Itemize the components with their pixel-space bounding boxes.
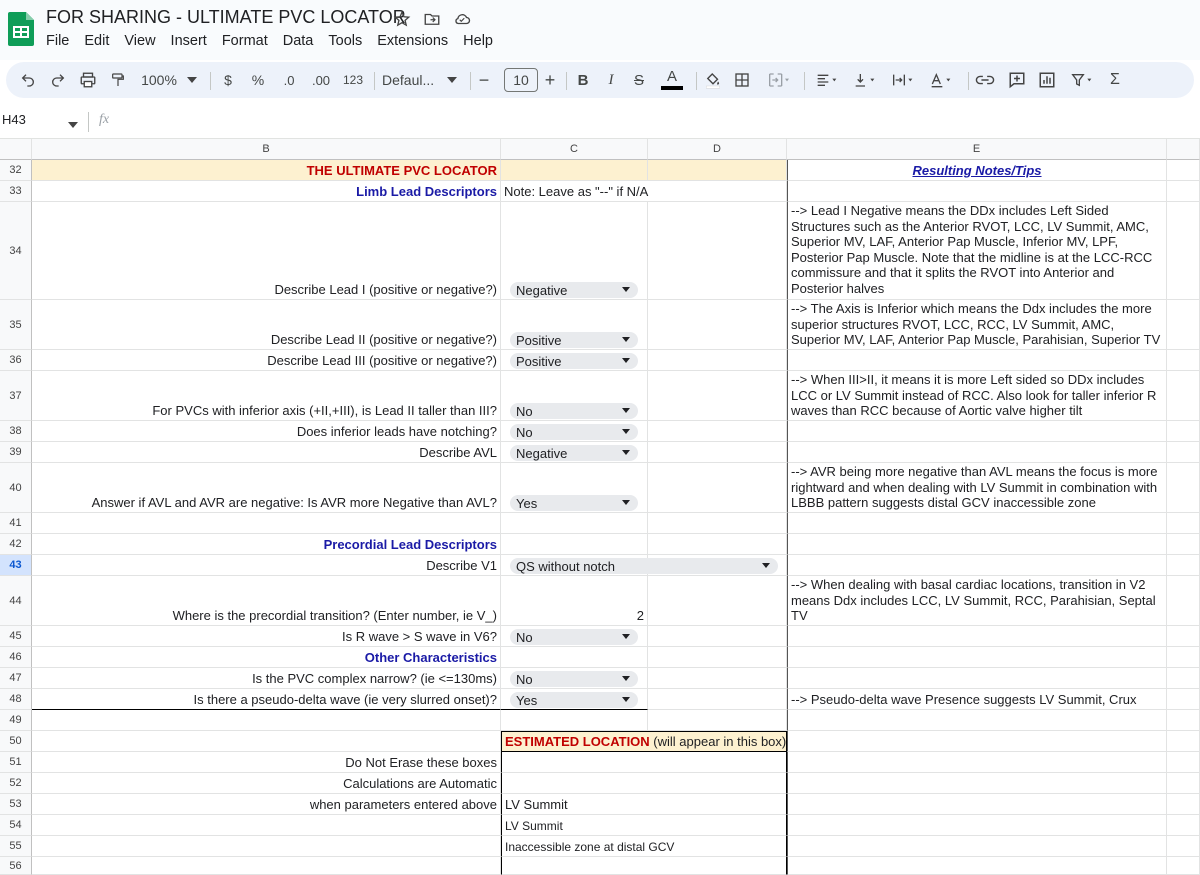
cell-c43-dropdown[interactable] (510, 558, 778, 574)
move-folder-icon[interactable] (422, 9, 442, 29)
cell-b33[interactable] (32, 181, 501, 202)
cell-b48[interactable] (32, 689, 501, 710)
cell-d32[interactable] (648, 160, 787, 181)
cell-f41[interactable] (1167, 513, 1200, 534)
toolbar-divider (566, 72, 567, 90)
cell-e46[interactable] (787, 647, 1167, 668)
row-header-33[interactable]: 33 (0, 181, 32, 202)
cell-b34[interactable] (32, 202, 501, 300)
cell-c35-dropdown[interactable] (510, 332, 638, 348)
title-bar (0, 0, 1200, 60)
cell-b42-text: Precordial Lead Descriptors (323, 537, 497, 552)
cell-b33-text: Limb Lead Descriptors (356, 184, 497, 199)
cell-b45-text: Is R wave > S wave in V6? (342, 629, 497, 644)
row-header-39[interactable]: 39 (0, 442, 32, 463)
dropdown-chevron-down-icon (622, 408, 630, 413)
text-color-label: A (666, 68, 677, 85)
cell-c39-dropdown[interactable] (510, 445, 638, 461)
cell-e50[interactable] (787, 731, 1167, 752)
menu-data[interactable]: Data (282, 33, 314, 49)
cell-f49[interactable] (1167, 710, 1200, 731)
cell-b39-text: Describe AVL (419, 445, 497, 460)
estimated-location-suffix: (will appear in this box) (649, 734, 787, 749)
row-header-51[interactable]: 51 (0, 752, 32, 773)
cell-c39-dropdown-value: Negative (516, 445, 568, 461)
text-color-button[interactable] (660, 68, 684, 92)
dropdown-chevron-down-icon (762, 563, 770, 568)
text-rotation-icon[interactable] (924, 68, 958, 92)
cell-b48-text: Is there a pseudo-delta wave (ie very slurred onset)? (193, 692, 497, 707)
cell-f42[interactable] (1167, 534, 1200, 555)
row-header-48[interactable]: 48 (0, 689, 32, 710)
increase-decimal-button[interactable]: .00 (311, 72, 331, 88)
row-header-32[interactable]: 32 (0, 160, 32, 181)
cell-c34-dropdown[interactable] (510, 282, 638, 298)
menu-edit[interactable]: Edit (84, 33, 110, 49)
column-header-b[interactable]: B (32, 139, 501, 160)
cell-d42[interactable] (648, 534, 787, 555)
cell-c41[interactable] (501, 513, 648, 534)
cell-c55-text: Inaccessible zone at distal GCV (505, 840, 675, 854)
cell-f55[interactable] (1167, 836, 1200, 857)
cell-e45[interactable] (787, 626, 1167, 647)
cell-f48[interactable] (1167, 689, 1200, 710)
select-all-corner[interactable] (0, 139, 32, 160)
row-header-40[interactable]: 40 (0, 463, 32, 513)
font-chevron-down-icon[interactable] (446, 68, 458, 92)
strikethrough-button[interactable]: S (633, 71, 644, 89)
italic-button[interactable]: I (608, 71, 614, 88)
formula-bar (0, 106, 1200, 139)
cell-b47-text: Is the PVC complex narrow? (ie <=130ms) (252, 671, 497, 686)
cell-b45[interactable] (32, 626, 501, 647)
cell-c45-dropdown-value: No (516, 629, 533, 645)
toolbar-divider (696, 72, 697, 90)
cell-e44[interactable] (787, 576, 1167, 626)
cell-b47[interactable] (32, 668, 501, 689)
redo-icon[interactable] (48, 68, 68, 92)
cell-e40[interactable] (787, 463, 1167, 513)
cell-c50[interactable] (501, 731, 787, 752)
cell-c54[interactable] (501, 815, 787, 836)
decrease-decimal-button[interactable]: .0 (283, 72, 295, 88)
cell-b55[interactable] (32, 836, 501, 857)
cell-e37[interactable] (787, 371, 1167, 421)
row-header-41[interactable]: 41 (0, 513, 32, 534)
cell-d47[interactable] (648, 668, 787, 689)
cell-e48-text: --> Pseudo-delta wave Presence suggests LV Summit, Crux (791, 691, 1137, 707)
row-header-55[interactable]: 55 (0, 836, 32, 857)
cell-e33[interactable] (787, 181, 1167, 202)
functions-button[interactable]: Σ (1110, 71, 1120, 88)
cell-d41[interactable] (648, 513, 787, 534)
cell-b35-text: Describe Lead II (positive or negative?) (270, 332, 497, 347)
cell-e35-text: --> The Axis is Inferior which means the Ddx includes the more superior structures RVOT, LCC, RCC, LV Summit, AMC, Superior MV, LAF, Anterior Pap Muscle, Parahisian, Superior TV (791, 301, 1161, 347)
cell-e43[interactable] (787, 555, 1167, 576)
cell-c48-dropdown-value: Yes (516, 692, 538, 708)
row-header-47[interactable]: 47 (0, 668, 32, 689)
cell-c45-dropdown[interactable] (510, 629, 638, 645)
formula-input[interactable] (124, 110, 1194, 134)
name-box[interactable]: H43 (2, 112, 26, 127)
cell-c42[interactable] (501, 534, 648, 555)
insert-comment-icon[interactable] (1006, 68, 1028, 92)
cloud-status-icon[interactable] (452, 9, 472, 29)
font-size-increase-button[interactable]: + (544, 69, 556, 90)
vertical-align-icon[interactable] (848, 68, 882, 92)
cell-f35[interactable] (1167, 300, 1200, 350)
paint-format-icon[interactable] (108, 68, 128, 92)
cell-b46[interactable] (32, 647, 501, 668)
font-size-input[interactable]: 10 (504, 68, 538, 92)
cell-e34[interactable] (787, 202, 1167, 300)
cell-e36[interactable] (787, 350, 1167, 371)
font-select[interactable]: Defaul... (382, 72, 435, 88)
cell-e32-text[interactable]: Resulting Notes/Tips (912, 163, 1042, 178)
cell-e47[interactable] (787, 668, 1167, 689)
cell-c38-dropdown[interactable] (510, 424, 638, 440)
row-header-43[interactable]: 43 (0, 555, 32, 576)
cell-c51[interactable] (501, 752, 787, 773)
row-header-42[interactable]: 42 (0, 534, 32, 555)
toolbar-divider (210, 72, 211, 90)
bold-button[interactable]: B (577, 71, 589, 89)
cell-e32[interactable] (787, 160, 1167, 181)
insert-link-icon[interactable] (974, 68, 996, 92)
row-header-50[interactable]: 50 (0, 731, 32, 752)
row-header-56[interactable]: 56 (0, 857, 32, 875)
cell-f46[interactable] (1167, 647, 1200, 668)
cell-c36-dropdown[interactable] (510, 353, 638, 369)
cell-b52[interactable] (32, 773, 501, 794)
cell-f36[interactable] (1167, 350, 1200, 371)
cell-e37-text: --> When III>II, it means it is more Left sided so DDx includes LCC or LV Summit instead of RCC. Also look for taller inferior R waves than RCC because of Aortic valve higher tilt (791, 372, 1157, 418)
cell-f33[interactable] (1167, 181, 1200, 202)
row-header-44[interactable]: 44 (0, 576, 32, 626)
cell-c37-dropdown[interactable] (510, 403, 638, 419)
cell-e55[interactable] (787, 836, 1167, 857)
cell-b37[interactable] (32, 371, 501, 421)
menu-insert[interactable]: Insert (170, 33, 207, 49)
dropdown-chevron-down-icon (622, 676, 630, 681)
cell-b49[interactable] (32, 710, 501, 731)
cell-b52-text: Calculations are Automatic (343, 776, 497, 791)
menu-help[interactable]: Help (463, 33, 493, 49)
row-header-34[interactable]: 34 (0, 202, 32, 300)
cell-e52[interactable] (787, 773, 1167, 794)
fx-icon: fx (99, 112, 110, 127)
cell-f45[interactable] (1167, 626, 1200, 647)
cell-d40[interactable] (648, 463, 787, 513)
cell-c52[interactable] (501, 773, 787, 794)
cell-b51[interactable] (32, 752, 501, 773)
cell-d44[interactable] (648, 576, 787, 626)
row-header-46[interactable]: 46 (0, 647, 32, 668)
cell-d36[interactable] (648, 350, 787, 371)
cell-c46[interactable] (501, 647, 648, 668)
zoom-chevron-down-icon[interactable] (186, 68, 198, 92)
cell-f37[interactable] (1167, 371, 1200, 421)
cell-b32[interactable] (32, 160, 501, 181)
column-header-e[interactable]: E (787, 139, 1167, 160)
cell-b36-text: Describe Lead III (positive or negative?) (267, 353, 497, 368)
cell-c49[interactable] (501, 710, 648, 731)
cell-e40-text: --> AVR being more negative than AVL means the focus is more rightward and when dealing with LV Summit in combination with LBBB pattern suggests distal GCV inaccessible zone (791, 464, 1158, 510)
cell-e41[interactable] (787, 513, 1167, 534)
toolbar (6, 62, 1194, 98)
font-size-decrease-button[interactable]: − (478, 69, 490, 90)
cell-f51[interactable] (1167, 752, 1200, 773)
cell-d45[interactable] (648, 626, 787, 647)
cell-f53[interactable] (1167, 794, 1200, 815)
dropdown-chevron-down-icon (622, 500, 630, 505)
toolbar-divider (804, 72, 805, 90)
cell-e34-text: --> Lead I Negative means the DDx includes Left Sided Structures such as the Anterior RVOT, LCC, LV Summit, AMC, Superior MV, LAF, Anterior Pap Muscle, Inferior MV, LPF, Posterior Pap Muscle. Note that the midline is at the LCC-RCC commissure and that it splits the RVOT into Anterior and Posterior halves (791, 203, 1153, 296)
cell-b51-text: Do Not Erase these boxes (345, 755, 497, 770)
cell-c36-dropdown-value: Positive (516, 353, 562, 369)
menu-tools[interactable]: Tools (328, 33, 363, 49)
text-wrapping-icon[interactable] (886, 68, 920, 92)
cell-f50[interactable] (1167, 731, 1200, 752)
estimated-location-label: ESTIMATED LOCATION (505, 734, 650, 749)
cell-e51[interactable] (787, 752, 1167, 773)
document-title[interactable]: FOR SHARING - ULTIMATE PVC LOCATOR (46, 7, 406, 27)
cell-b44-text: Where is the precordial transition? (Enter number, ie V_) (172, 608, 497, 623)
row-header-38[interactable]: 38 (0, 421, 32, 442)
menu-bar (46, 33, 508, 49)
cell-c44-text: 2 (636, 608, 644, 623)
cell-c40-dropdown-value: Yes (516, 495, 538, 511)
cell-b32-text: THE ULTIMATE PVC LOCATOR (306, 163, 497, 178)
cell-c32[interactable] (501, 160, 648, 181)
menu-file[interactable]: File (46, 33, 70, 49)
menu-extensions[interactable]: Extensions (377, 33, 449, 49)
cell-e48[interactable] (787, 689, 1167, 710)
cell-b56[interactable] (32, 857, 501, 875)
cell-c56[interactable] (501, 857, 787, 875)
cell-c40-dropdown[interactable] (510, 495, 638, 511)
column-header-d[interactable]: D (648, 139, 787, 160)
row-header-35[interactable]: 35 (0, 300, 32, 350)
dropdown-chevron-down-icon (622, 358, 630, 363)
column-header-c[interactable]: C (501, 139, 648, 160)
cell-c43-dropdown-value: QS without notch (516, 558, 615, 574)
cell-d34[interactable] (648, 202, 787, 300)
cell-b43-text: Describe V1 (426, 558, 497, 573)
cell-d37[interactable] (648, 371, 787, 421)
cell-c53-text: LV Summit (505, 797, 568, 812)
currency-format-button[interactable]: $ (224, 72, 232, 88)
text-color-swatch (661, 86, 683, 90)
cell-c33[interactable] (501, 181, 787, 202)
row-header-36[interactable]: 36 (0, 350, 32, 371)
dropdown-chevron-down-icon (622, 634, 630, 639)
cell-b34-text: Describe Lead I (positive or negative?) (274, 282, 497, 297)
cell-d35[interactable] (648, 300, 787, 350)
cell-d49[interactable] (648, 710, 787, 731)
cell-b37-text: For PVCs with inferior axis (+II,+III), is Lead II taller than III? (152, 403, 497, 418)
cell-d38[interactable] (648, 421, 787, 442)
row-header-53[interactable]: 53 (0, 794, 32, 815)
cell-b53[interactable] (32, 794, 501, 815)
star-icon[interactable] (392, 9, 412, 29)
fill-color-icon[interactable] (702, 68, 724, 92)
cell-d39[interactable] (648, 442, 787, 463)
cell-b40[interactable] (32, 463, 501, 513)
cell-b41[interactable] (32, 513, 501, 534)
row-header-54[interactable]: 54 (0, 815, 32, 836)
percent-format-button[interactable]: % (251, 72, 265, 88)
cell-c44[interactable] (501, 576, 648, 626)
toolbar-divider (968, 72, 969, 90)
horizontal-align-icon[interactable] (810, 68, 844, 92)
cell-f40[interactable] (1167, 463, 1200, 513)
cell-c34-dropdown-value: Negative (516, 282, 568, 298)
cell-f39[interactable] (1167, 442, 1200, 463)
cell-c48-dropdown[interactable] (510, 692, 638, 708)
formula-bar-divider (88, 112, 89, 132)
cell-b44[interactable] (32, 576, 501, 626)
cell-b38-text: Does inferior leads have notching? (296, 424, 497, 439)
cell-c55[interactable] (501, 836, 787, 857)
cell-b43[interactable] (32, 555, 501, 576)
cell-b54[interactable] (32, 815, 501, 836)
cell-e54[interactable] (787, 815, 1167, 836)
cell-d46[interactable] (648, 647, 787, 668)
cell-b50[interactable] (32, 731, 501, 752)
cell-b35[interactable] (32, 300, 501, 350)
cell-b36[interactable] (32, 350, 501, 371)
filter-icon[interactable] (1066, 68, 1098, 92)
cell-f32[interactable] (1167, 160, 1200, 181)
cell-e53[interactable] (787, 794, 1167, 815)
cell-e56[interactable] (787, 857, 1167, 875)
cell-c54-text: LV Summit (505, 819, 563, 833)
cell-e39[interactable] (787, 442, 1167, 463)
row-header-49[interactable]: 49 (0, 710, 32, 731)
cell-c38-dropdown-value: No (516, 424, 533, 440)
dropdown-chevron-down-icon (622, 450, 630, 455)
cell-b46-text: Other Characteristics (364, 650, 497, 665)
cell-c35-dropdown-value: Positive (516, 332, 562, 348)
dropdown-chevron-down-icon (622, 697, 630, 702)
cell-f43[interactable] (1167, 555, 1200, 576)
borders-icon[interactable] (732, 68, 752, 92)
name-box-chevron-down-icon[interactable] (68, 115, 78, 133)
cell-e35[interactable] (787, 300, 1167, 350)
cell-e49[interactable] (787, 710, 1167, 731)
number-format-button[interactable]: 123 (342, 73, 364, 87)
dropdown-chevron-down-icon (622, 337, 630, 342)
cell-b38[interactable] (32, 421, 501, 442)
cell-c47-dropdown-value: No (516, 671, 533, 687)
toolbar-divider (470, 72, 471, 90)
toolbar-divider (374, 72, 375, 90)
print-icon[interactable] (78, 68, 98, 92)
cell-f54[interactable] (1167, 815, 1200, 836)
cell-f44[interactable] (1167, 576, 1200, 626)
cell-b53-text: when parameters entered above (309, 797, 497, 812)
cell-c47-dropdown[interactable] (510, 671, 638, 687)
cell-e38[interactable] (787, 421, 1167, 442)
cell-f47[interactable] (1167, 668, 1200, 689)
cell-d48[interactable] (648, 689, 787, 710)
menu-format[interactable]: Format (221, 33, 268, 49)
zoom-select[interactable]: 100% (141, 72, 177, 88)
cell-f56[interactable] (1167, 857, 1200, 875)
cell-f52[interactable] (1167, 773, 1200, 794)
merge-cells-icon[interactable] (762, 68, 796, 92)
menu-view[interactable]: View (124, 33, 156, 49)
cell-c33-text: Note: Leave as "--" if N/A (504, 184, 649, 199)
cell-f38[interactable] (1167, 421, 1200, 442)
column-header-f[interactable] (1167, 139, 1200, 160)
row-header-52[interactable]: 52 (0, 773, 32, 794)
cell-b39[interactable] (32, 442, 501, 463)
cell-b40-text: Answer if AVL and AVR are negative: Is AVR more Negative than AVL? (91, 495, 497, 510)
sheets-logo-icon[interactable] (8, 12, 34, 46)
cell-f34[interactable] (1167, 202, 1200, 300)
dropdown-chevron-down-icon (622, 429, 630, 434)
cell-e42[interactable] (787, 534, 1167, 555)
cell-b42[interactable] (32, 534, 501, 555)
cell-c53[interactable] (501, 794, 787, 815)
insert-chart-icon[interactable] (1036, 68, 1058, 92)
row-header-37[interactable]: 37 (0, 371, 32, 421)
cell-e44-text: --> When dealing with basal cardiac locations, transition in V2 means Ddx includes LCC, LV Summit, RCC, Parahisian, Septal TV (791, 577, 1156, 623)
undo-icon[interactable] (18, 68, 38, 92)
row-header-45[interactable]: 45 (0, 626, 32, 647)
dropdown-chevron-down-icon (622, 287, 630, 292)
cell-c37-dropdown-value: No (516, 403, 533, 419)
